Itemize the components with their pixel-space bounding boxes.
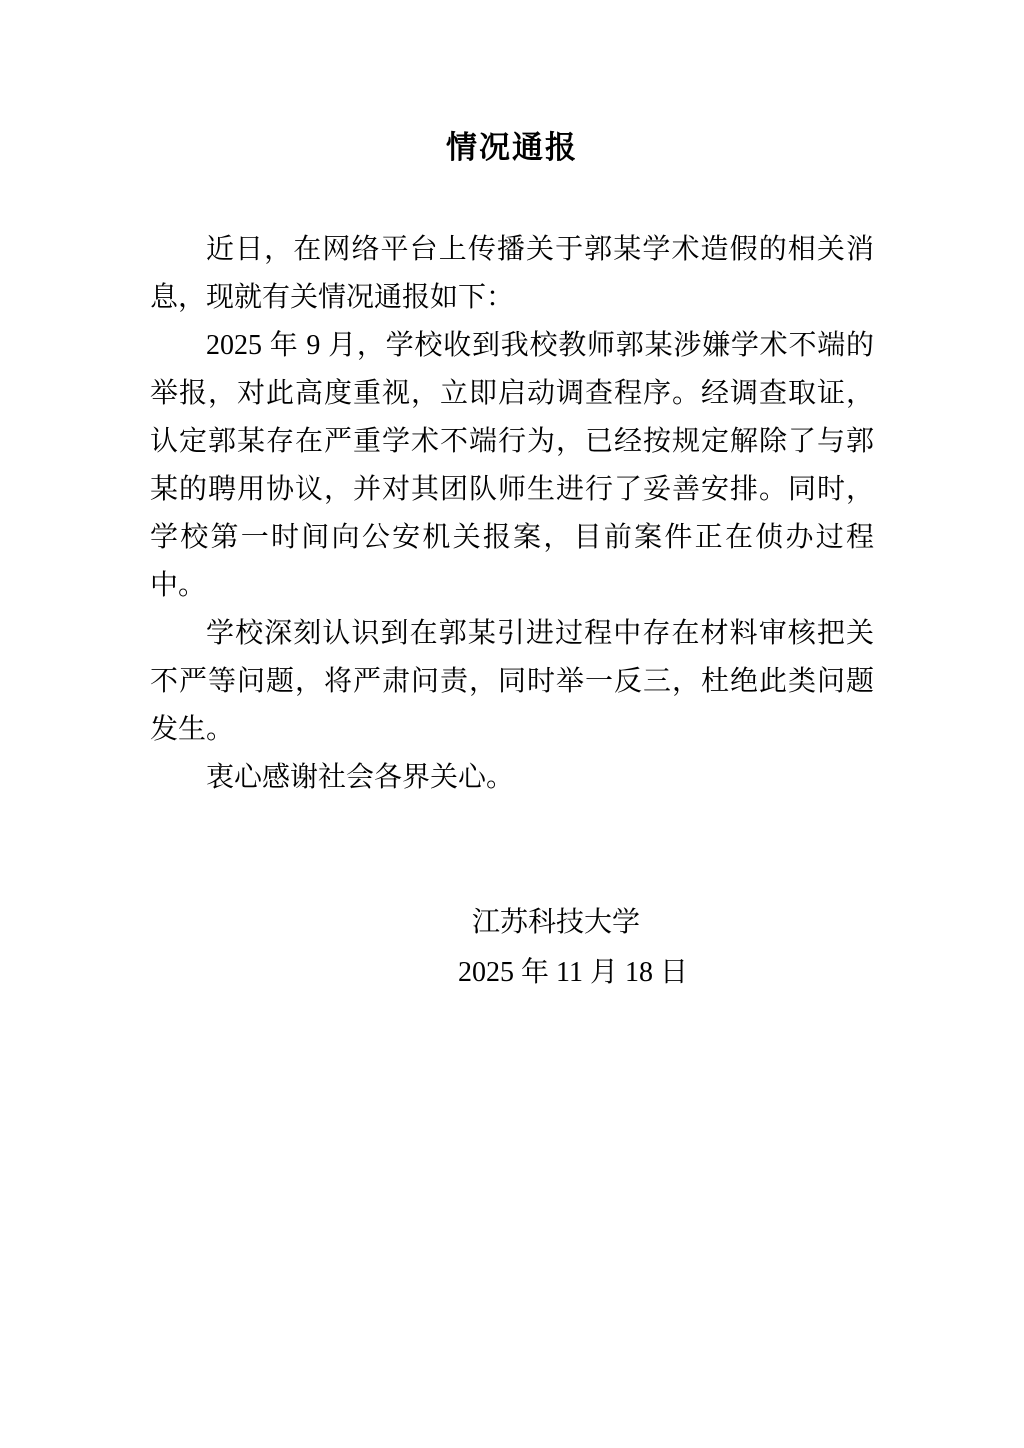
notice-body — [150, 226, 874, 998]
issuer-name: 江苏科技大学 — [471, 907, 640, 938]
page-title: 情况通报 — [446, 130, 578, 165]
paragraph-thanks: 衷心感谢社会各界关心。 — [206, 762, 515, 793]
paragraph-intro: 近日，在网络平台上传播关于郭某学术造假的相关消息，现就有关情况通报如下： — [150, 234, 874, 313]
paragraph-accountability: 学校深刻认识到在郭某引进过程中存在材料审核把关不严等问题，将严肃问责，同时举一反三，杜绝此类问题发生。 — [150, 618, 874, 745]
signature-block — [150, 898, 874, 998]
issue-date: 2025 年 11 月 18 日 — [458, 957, 688, 988]
paragraph-investigation: 2025 年 9 月，学校收到我校教师郭某涉嫌学术不端的举报，对此高度重视，立即启动调查程序。经调查取证，认定郭某存在严重学术不端行为，已经按规定解除了与郭某的聘用协议，并对其团队师生进行了妥善安排。同时，学校第一时间向公安机关报案，目前案件正在侦办过程中。 — [150, 330, 874, 601]
